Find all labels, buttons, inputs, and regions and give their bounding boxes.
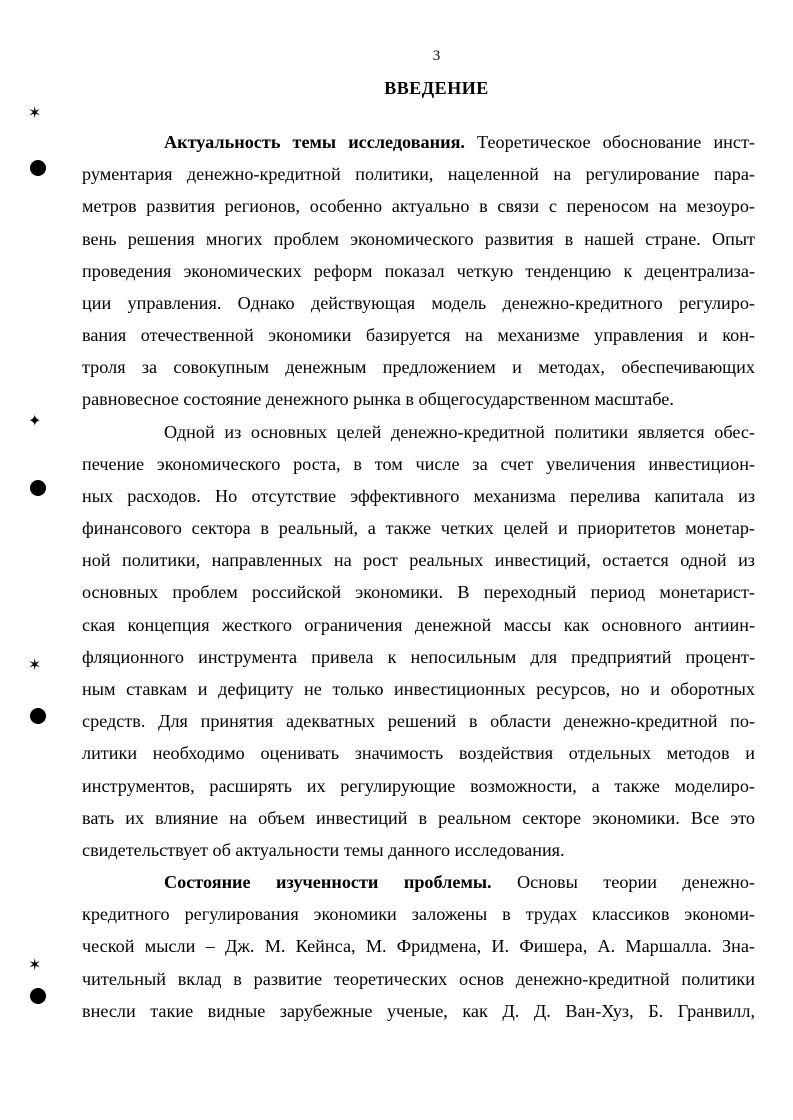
paragraph-line: ская концепция жесткого ограничения денежной массы как основного антиин- bbox=[82, 615, 755, 635]
paragraph-line: литики необходимо оценивать значимость воздействия отдельных методов и bbox=[82, 743, 755, 763]
page-title: ВВЕДЕНИЕ bbox=[384, 78, 489, 98]
paragraph-line: вень решения многих проблем экономического развития в нашей стране. Опыт bbox=[82, 229, 755, 249]
paragraph-line: финансового сектора в реальный, а также четких целей и приоритетов монетар- bbox=[82, 518, 755, 538]
binding-hole-dot bbox=[30, 480, 46, 496]
paragraph-line: Актуальность темы исследования. Теоретическое обоснование инст- bbox=[164, 132, 755, 152]
paragraph-line: средств. Для принятия адекватных решений в области денежно-кредитной по- bbox=[82, 711, 755, 731]
paragraph-line: фляционного инструмента привела к непосильным для предприятий процент- bbox=[82, 647, 755, 667]
paragraph-line: Состояние изученности проблемы. Основы теории денежно- bbox=[164, 872, 755, 892]
paragraph-line: вать их влияние на объем инвестиций в реальном секторе экономики. Все это bbox=[82, 808, 755, 828]
binding-hole-dot bbox=[30, 708, 46, 724]
section-heading: Актуальность темы исследования. bbox=[164, 132, 465, 152]
binding-mark: ✶ bbox=[28, 957, 42, 974]
binding-hole-dot bbox=[30, 160, 46, 176]
paragraph-line: Одной из основных целей денежно-кредитной политики является обес- bbox=[164, 422, 755, 442]
paragraph-line: троля за совокупным денежным предложением и методах, обеспечивающих bbox=[82, 357, 755, 377]
paragraph-line: внесли такие видные зарубежные ученые, как Д. Д. Ван-Хуз, Б. Гранвилл, bbox=[82, 1001, 755, 1021]
paragraph-line: ным ставкам и дефициту не только инвестиционных ресурсов, но и оборотных bbox=[82, 679, 755, 699]
paragraph-line: метров развития регионов, особенно актуально в связи с переносом на мезоуро- bbox=[82, 196, 755, 216]
paragraph-line: свидетельствует об актуальности темы данного исследования. bbox=[82, 840, 565, 860]
binding-mark: ✶ bbox=[28, 657, 42, 674]
paragraph-line: ции управления. Однако действующая модель денежно-кредитного регулиро- bbox=[82, 293, 755, 313]
paragraph-line: инструментов, расширять их регулирующие возможности, а также моделиро- bbox=[82, 776, 755, 796]
paragraph-line: ческой мысли – Дж. М. Кейнса, М. Фридмена, И. Фишера, А. Маршалла. Зна- bbox=[82, 936, 755, 956]
section-heading: Состояние изученности проблемы. bbox=[164, 872, 492, 892]
paragraph-line: ной политики, направленных на рост реальных инвестиций, остается одной из bbox=[82, 550, 755, 570]
paragraph-line: печение экономического роста, в том числе за счет увеличения инвестицион- bbox=[82, 454, 755, 474]
paragraph-line: вания отечественной экономики базируется на механизме управления и кон- bbox=[82, 325, 755, 345]
paragraph-line: рументария денежно-кредитной политики, нацеленной на регулирование пара- bbox=[82, 164, 755, 184]
paragraph-line: кредитного регулирования экономики заложены в трудах классиков экономи- bbox=[82, 904, 755, 924]
paragraph-line: ных расходов. Но отсутствие эффективного механизма перелива капитала из bbox=[82, 486, 755, 506]
binding-hole-dot bbox=[30, 988, 46, 1004]
binding-mark: ✶ bbox=[28, 105, 42, 122]
paragraph-line: равновесное состояние денежного рынка в общегосударственном масштабе. bbox=[82, 389, 674, 409]
paragraph-line: основных проблем российской экономики. В переходный период монетарист- bbox=[82, 582, 755, 602]
paragraph-line: чительный вклад в развитие теоретических основ денежно-кредитной политики bbox=[82, 969, 755, 989]
paragraph-line: проведения экономических реформ показал четкую тенденцию к децентрализа- bbox=[82, 261, 755, 281]
binding-mark: ✦ bbox=[28, 413, 42, 430]
page-number: 3 bbox=[432, 48, 441, 64]
